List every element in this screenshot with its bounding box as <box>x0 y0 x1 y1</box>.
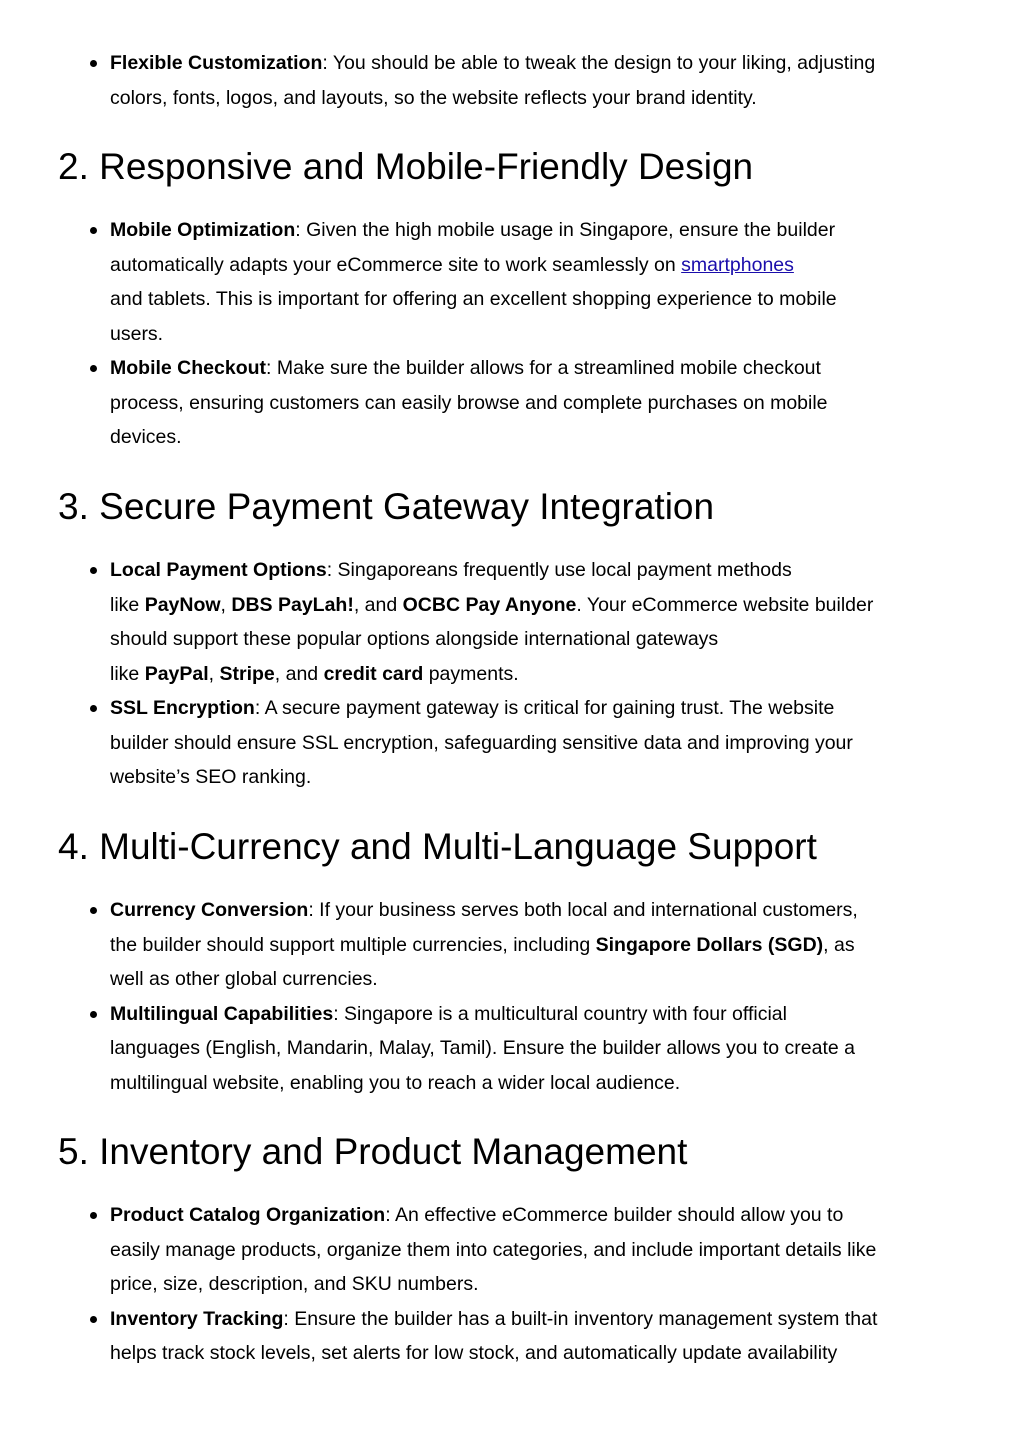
list-item-line <box>110 248 837 283</box>
list-item-text: : You should be able to tweak the design to your liking, adjusting <box>322 52 876 74</box>
list-item-mobile-checkout <box>110 351 837 455</box>
list-item-text: : Make sure the builder allows for a streamlined mobile checkout <box>266 357 821 379</box>
term-stripe: Stripe <box>219 662 275 685</box>
list-item-line <box>110 691 873 726</box>
list-item-text: : A secure payment gateway is critical for gaining trust. The website <box>254 697 835 719</box>
list-item-text: : Singapore is a multicultural country with four official <box>333 1002 787 1025</box>
list-item-text: : Ensure the builder has a built-in inventory management system that <box>283 1307 878 1330</box>
list-item-multilingual-capabilities <box>110 997 858 1101</box>
list-item-text: , and <box>274 662 324 685</box>
list-item-line: devices. <box>110 426 182 448</box>
list-item-line <box>110 588 873 623</box>
list-item-mobile-optimization <box>110 213 837 351</box>
term-ssl-encryption: SSL Encryption <box>110 697 255 719</box>
list-item-text: like <box>110 662 145 685</box>
list-item-text: , <box>220 593 232 616</box>
term-mobile-checkout: Mobile Checkout <box>110 357 267 379</box>
list-item-line <box>110 893 858 928</box>
term-inventory-tracking: Inventory Tracking <box>110 1307 284 1330</box>
list-item-line: languages (English, Mandarin, Malay, Tamil). Ensure the builder allows you to create a <box>110 1037 855 1059</box>
list-item-line: well as other global currencies. <box>110 968 378 990</box>
term-local-payment-options: Local Payment Options <box>110 559 327 581</box>
list-item-line <box>110 351 837 386</box>
list-item-line: should support these popular options alongside international gateways <box>110 628 719 650</box>
section-heading-responsive-design: 2. Responsive and Mobile-Friendly Design <box>58 146 754 187</box>
term-ocbc-pay-anyone: OCBC Pay Anyone <box>402 593 577 616</box>
list-item-text: : An effective eCommerce builder should allow you to <box>385 1204 844 1226</box>
list-item-text: : Given the high mobile usage in Singapore, ensure the builder <box>295 219 836 241</box>
section-heading-multi-currency-language: 4. Multi-Currency and Multi-Language Support <box>58 826 817 867</box>
list-item-line <box>110 657 873 692</box>
bullet-list-inventory <box>58 1198 877 1371</box>
term-product-catalog-organization: Product Catalog Organization <box>110 1204 386 1226</box>
list-item-text: the builder should support multiple currencies, including <box>110 933 596 956</box>
list-item-text: automatically adapts your eCommerce site to work seamlessly on <box>110 253 682 276</box>
term-flexible-customization: Flexible Customization <box>110 52 323 74</box>
list-item-line <box>110 1198 877 1233</box>
term-multilingual-capabilities: Multilingual Capabilities <box>110 1002 334 1025</box>
list-item-line: builder should ensure SSL encryption, safeguarding sensitive data and improving your <box>110 731 853 754</box>
list-item-text: . Your eCommerce website builder <box>576 593 874 616</box>
list-item-text: payments. <box>423 662 519 685</box>
bullet-list-customization <box>58 46 875 115</box>
section-heading-inventory-management: 5. Inventory and Product Management <box>58 1131 688 1172</box>
term-currency-conversion: Currency Conversion <box>110 899 309 921</box>
term-paynow: PayNow <box>144 593 221 616</box>
list-item-product-catalog-organization <box>110 1198 877 1302</box>
list-item-ssl-encryption <box>110 691 873 795</box>
list-item-line: users. <box>110 322 164 345</box>
list-item-line <box>110 213 837 248</box>
list-item-currency-conversion <box>110 893 858 997</box>
list-item-line <box>110 46 875 81</box>
bullet-list-multi-currency <box>58 893 858 1100</box>
list-item-line: process, ensuring customers can easily browse and complete purchases on mobile <box>110 391 828 414</box>
list-item-line: multilingual website, enabling you to reach a wider local audience. <box>110 1071 681 1094</box>
list-item-line: and tablets. This is important for offering an excellent shopping experience to mobile <box>110 288 837 310</box>
term-singapore-dollars: Singapore Dollars (SGD) <box>595 933 824 956</box>
list-item-inventory-tracking <box>110 1302 877 1371</box>
term-mobile-optimization: Mobile Optimization <box>110 219 296 241</box>
list-item-text: : Singaporeans frequently use local payment methods <box>326 559 792 581</box>
list-item-text: : If your business serves both local and international customers, <box>308 899 858 921</box>
list-item-flexible-customization <box>110 46 875 115</box>
term-dbs-paylah: DBS PayLah! <box>231 593 354 616</box>
list-item-line <box>110 928 858 963</box>
smartphones-link[interactable]: smartphones <box>681 253 794 276</box>
term-credit-card: credit card <box>323 662 424 685</box>
list-item-line <box>110 1302 877 1337</box>
list-item-line <box>110 997 858 1032</box>
list-item-line: colors, fonts, logos, and layouts, so the website reflects your brand identity. <box>110 86 757 109</box>
list-item-line: website’s SEO ranking. <box>110 766 312 788</box>
bullet-list-responsive <box>58 213 837 455</box>
section-heading-payment-gateway: 3. Secure Payment Gateway Integration <box>58 486 715 527</box>
list-item-line: price, size, description, and SKU numbers. <box>110 1273 479 1295</box>
list-item-text: , and <box>353 593 403 616</box>
list-item-text: , as <box>823 933 855 956</box>
list-item-local-payment-options <box>110 553 873 691</box>
term-paypal: PayPal <box>144 662 209 685</box>
list-item-line: helps track stock levels, set alerts for low stock, and automatically update availability <box>110 1342 838 1364</box>
list-item-line: easily manage products, organize them into categories, and include important details like <box>110 1238 877 1261</box>
list-item-text: like <box>110 593 145 616</box>
bullet-list-payment <box>58 553 873 795</box>
list-item-text: , <box>208 662 220 685</box>
list-item-line <box>110 553 873 588</box>
